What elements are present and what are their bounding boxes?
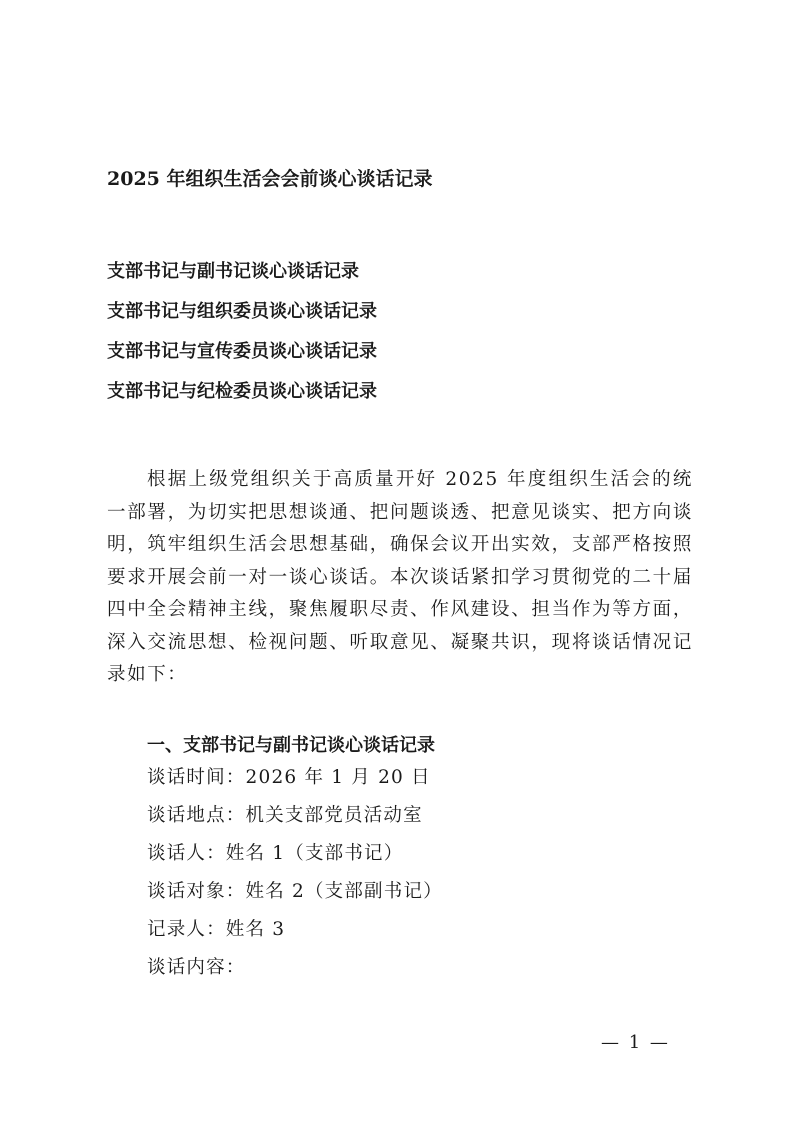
- toc-item: 支部书记与宣传委员谈心谈话记录: [107, 341, 377, 362]
- meta-interviewer: 谈话人：姓名 1（支部书记）: [147, 843, 404, 864]
- meta-recorder: 记录人：姓名 3: [147, 919, 286, 940]
- meta-time: 谈话时间：2026 年 1 月 20 日: [147, 767, 431, 788]
- toc-item: 支部书记与副书记谈心谈话记录: [107, 261, 359, 282]
- conversation-meta-list: [147, 766, 443, 994]
- table-of-contents: [107, 262, 377, 422]
- intro-paragraph: 根据上级党组织关于高质量开好 2025 年度组织生活会的统一部署，为切实把思想谈通、把问题谈透、把意见谈实、把方向谈明，筑牢组织生活会思想基础，确保会议开出实效，支部严格按照要求开展会前一对一谈心谈话。本次谈话紧扣学习贯彻党的二十届四中全会精神主线，聚焦履职尽责、作风建设、担当作为等方面，深入交流思想、检视问题、听取意见、凝聚共识，现将谈话情况记录如下：: [107, 469, 693, 685]
- meta-interviewee: 谈话对象：姓名 2（支部副书记）: [147, 881, 443, 902]
- section-heading: 一、支部书记与副书记谈心谈话记录: [147, 735, 435, 756]
- meta-content-label: 谈话内容：: [147, 957, 246, 978]
- page-number: — 1 —: [601, 1032, 670, 1053]
- toc-item: 支部书记与纪检委员谈心谈话记录: [107, 381, 377, 402]
- meta-location: 谈话地点：机关支部党员活动室: [147, 805, 423, 826]
- document-title: 2025 年组织生活会会前谈心谈话记录: [107, 168, 433, 190]
- toc-item: 支部书记与组织委员谈心谈话记录: [107, 301, 377, 322]
